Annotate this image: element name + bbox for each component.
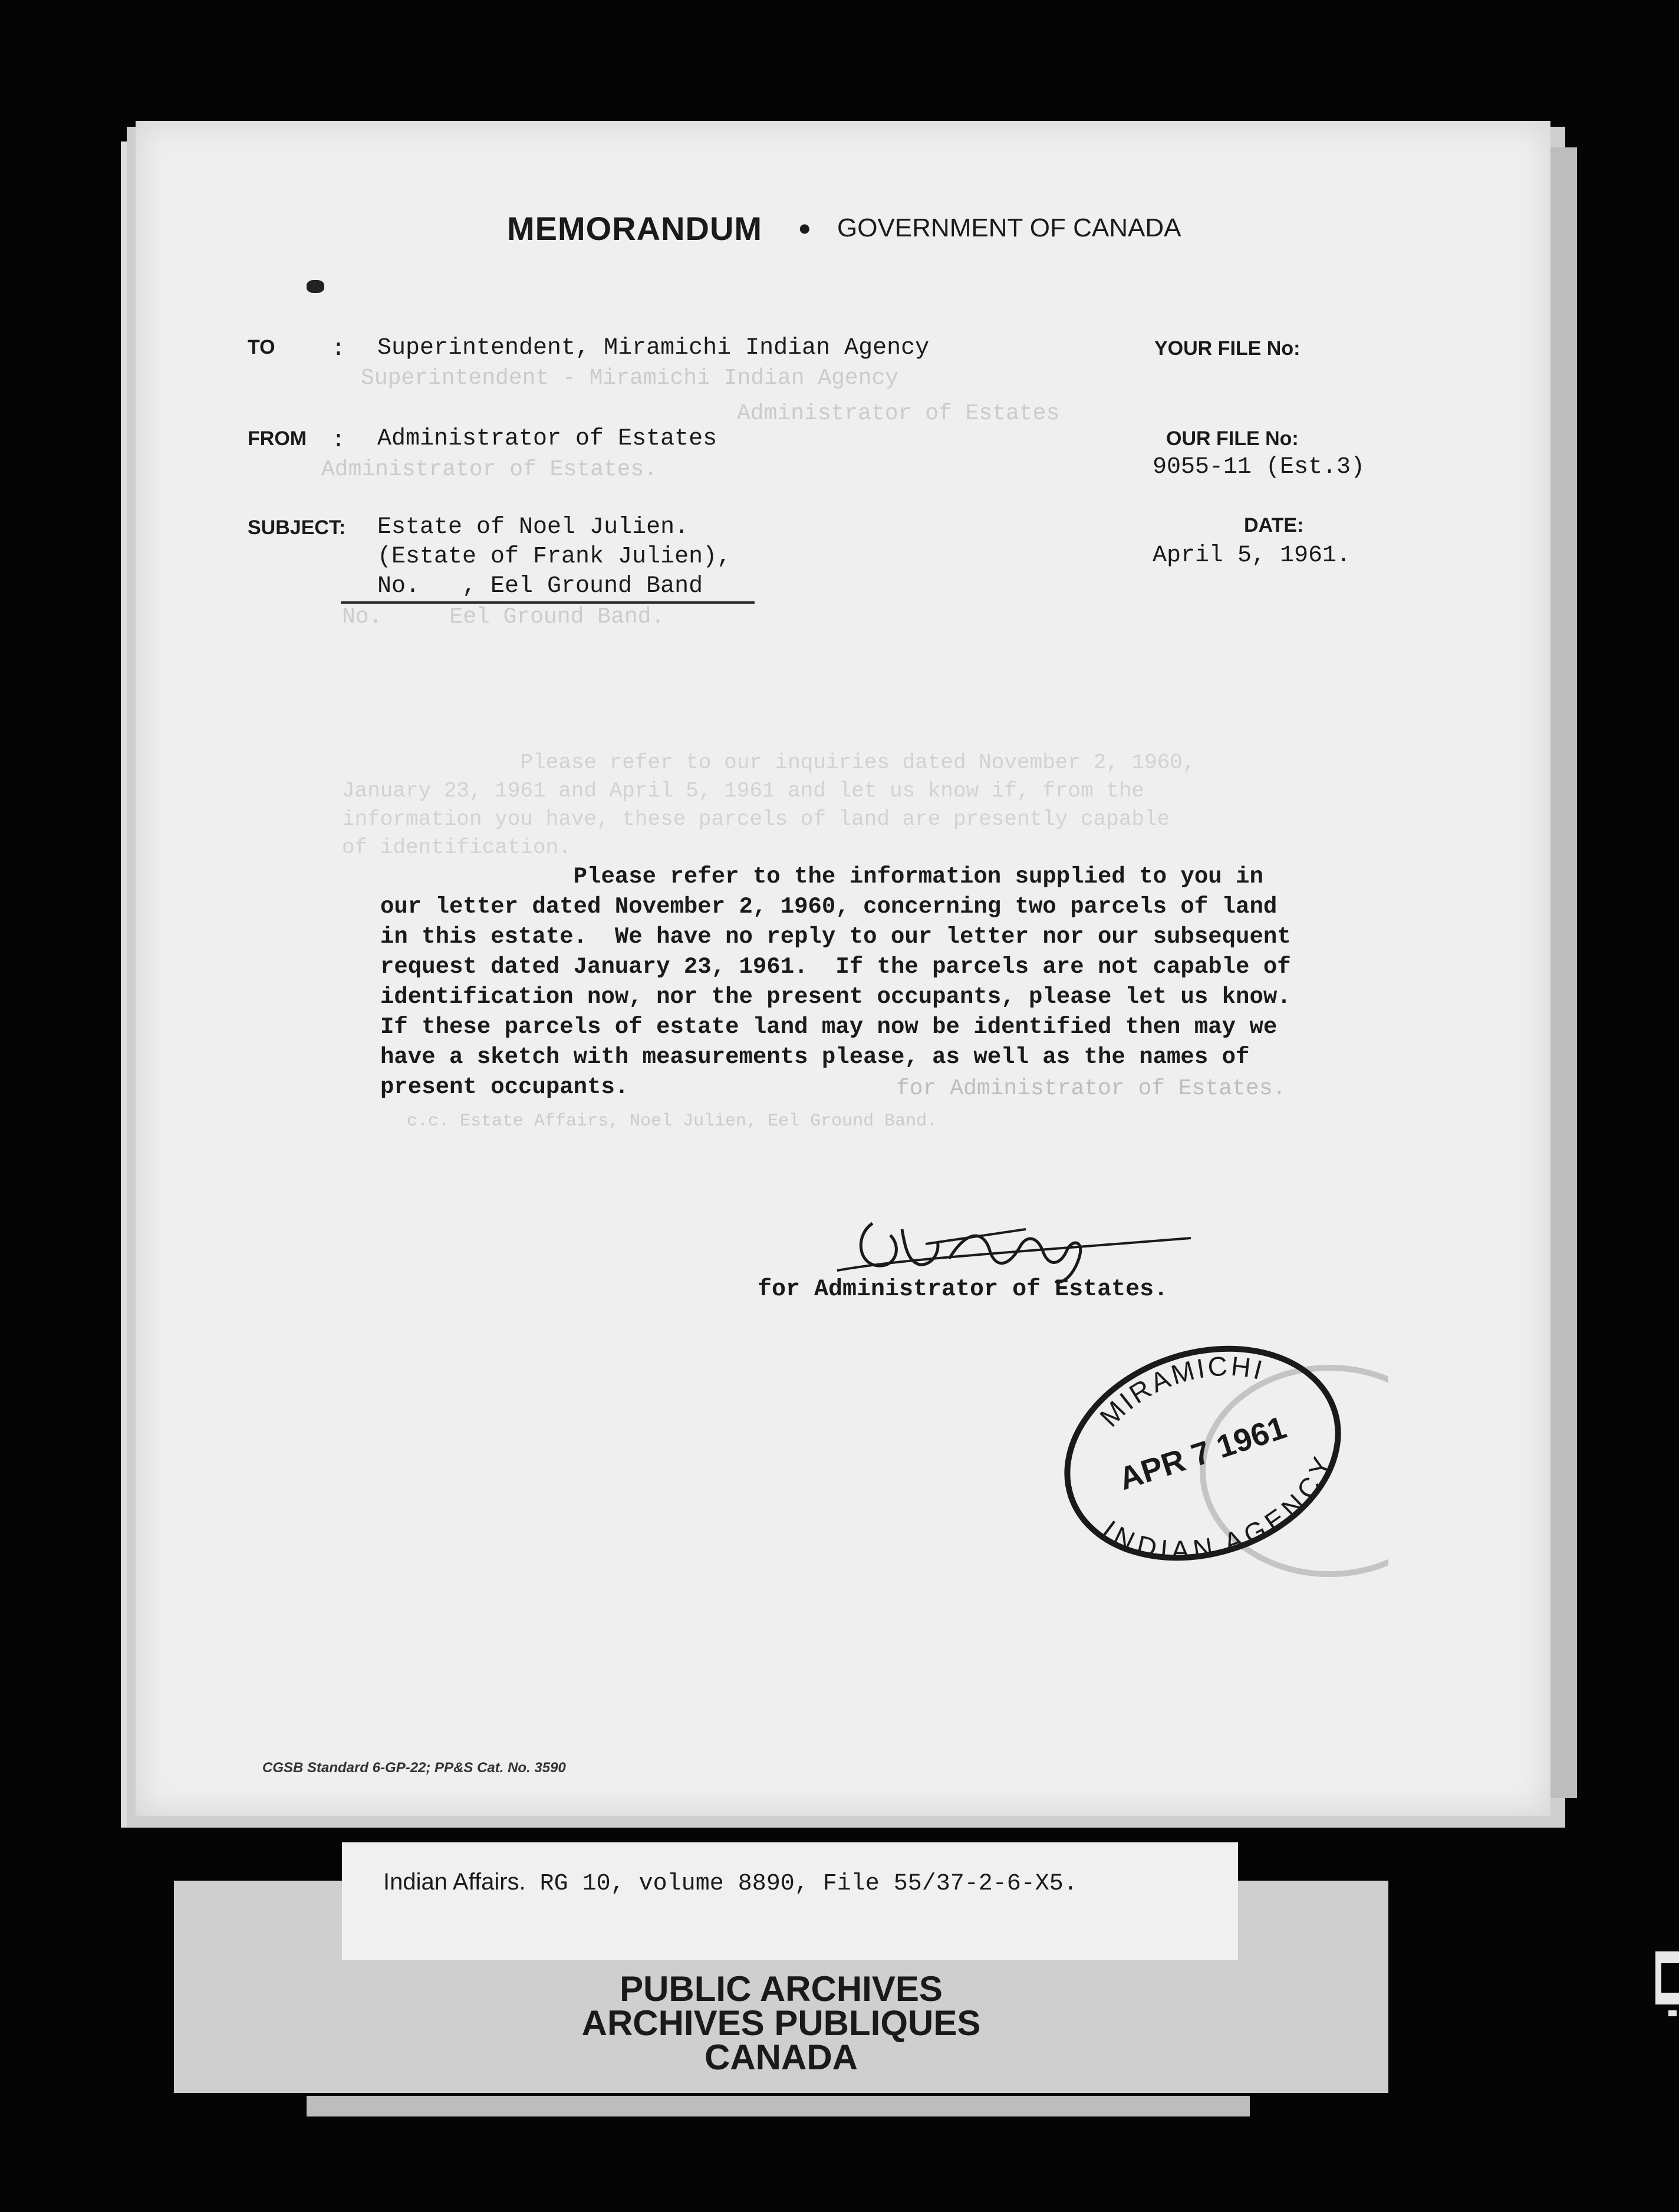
organization-name: GOVERNMENT OF CANADA <box>837 213 1181 242</box>
body-line: request dated January 23, 1961. If the parcels are not capable of <box>380 954 1291 980</box>
body-line: present occupants. <box>380 1074 629 1100</box>
to-label: TO <box>248 336 275 358</box>
archive-reference <box>383 1869 1078 1897</box>
body-line: identification now, nor the present occupants, please let us know. <box>380 984 1291 1010</box>
bleed-through-text: Administrator of Estates <box>737 401 1060 426</box>
subject-line-1: Estate of Noel Julien. <box>377 514 689 541</box>
archive-ref-prefix: Indian Affairs. <box>383 1869 526 1895</box>
ink-blot <box>307 280 324 293</box>
archive-reference-strip <box>342 1842 1238 1960</box>
subject-underline <box>341 601 755 604</box>
bleed-through-paragraph: Please refer to our inquiries dated November 2, 1960, January 23, 1961 and April 5, 1961 and let us know if, from the information you have, these parcels of land are presently capable of identification. <box>342 750 1196 860</box>
body-line: If these parcels of estate land may now be identified then may we <box>380 1014 1278 1040</box>
our-file-label: OUR FILE No: <box>1166 427 1299 450</box>
from-colon: : <box>331 427 346 454</box>
to-colon: : <box>331 336 346 363</box>
agency-received-stamp <box>1058 1329 1388 1577</box>
bleed-through-text: Superintendent - Miramichi Indian Agency <box>361 366 899 391</box>
bleed-through-text: No. Eel Ground Band. <box>342 604 665 630</box>
body-line: Please refer to the information supplied to you in <box>380 864 1263 890</box>
subject-line-3: No. , Eel Ground Band <box>377 573 703 600</box>
title-bullet: • <box>799 210 811 247</box>
memo-body <box>380 862 1394 1102</box>
body-line: have a sketch with measurements please, as well as the names of <box>380 1044 1250 1070</box>
stamp-top-text: MIRAMICHI <box>1094 1350 1268 1433</box>
archive-card-base <box>307 2096 1250 2116</box>
stamp-date: APR 7 1961 <box>1114 1410 1291 1497</box>
subject-line-2: (Estate of Frank Julien), <box>377 544 732 570</box>
subject-label: SUBJECT: <box>248 516 346 539</box>
to-value: Superintendent, Miramichi Indian Agency <box>377 335 930 361</box>
signature-caption: for Administrator of Estates. <box>758 1276 1168 1303</box>
memo-title: MEMORANDUM <box>507 210 763 247</box>
body-line: our letter dated November 2, 1960, concerning two parcels of land <box>380 894 1278 920</box>
archive-title-line: PUBLIC ARCHIVES <box>620 1969 943 2009</box>
film-edge-mark <box>1645 1940 1679 2028</box>
date-label: DATE: <box>1244 514 1304 536</box>
archive-title-line: CANADA <box>704 2037 858 2077</box>
archive-title <box>295 1969 1268 2077</box>
archive-ref-rest: RG 10, volume 8890, File 55/37-2-6-X5. <box>525 1871 1078 1897</box>
form-code: CGSB Standard 6-GP-22; PP&S Cat. No. 3590 <box>262 1760 566 1776</box>
your-file-label: YOUR FILE No: <box>1154 337 1301 360</box>
body-line: in this estate. We have no reply to our letter nor our subsequent <box>380 924 1291 950</box>
archive-title-line: ARCHIVES PUBLIQUES <box>581 2003 981 2043</box>
bleed-through-text: Administrator of Estates. <box>321 457 658 482</box>
date-value: April 5, 1961. <box>1153 542 1351 569</box>
bleed-through-text: c.c. Estate Affairs, Noel Julien, Eel Ground Band. <box>407 1111 938 1131</box>
bleed-through-text: for Administrator of Estates. <box>896 1076 1286 1101</box>
stamp-bottom-text: INDIAN AGENCY <box>1097 1451 1339 1566</box>
from-label: FROM <box>248 427 307 450</box>
from-value: Administrator of Estates <box>377 426 717 452</box>
our-file-value: 9055-11 (Est.3) <box>1153 454 1365 480</box>
